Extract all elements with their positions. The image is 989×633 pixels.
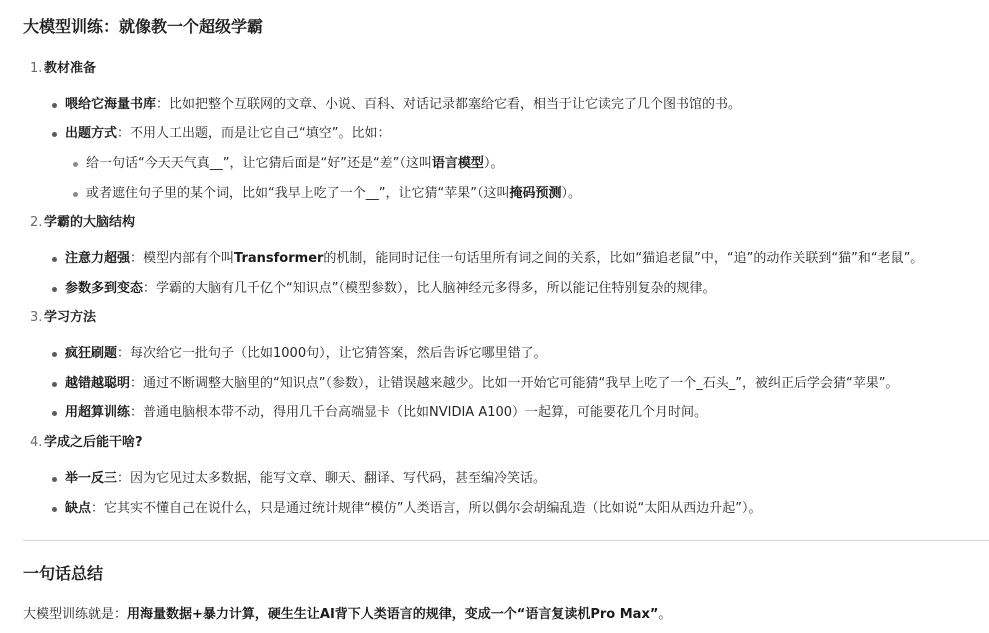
bullet-dot — [52, 352, 57, 357]
list-item — [65, 95, 741, 115]
item-text: ：普通电脑根本带不动，得用几千台高端显卡（比如NVIDIA A100）一起算，可能要花几个月时间。 — [130, 405, 708, 420]
bullet-dot — [52, 103, 57, 108]
sub-bullet-dot — [73, 192, 78, 197]
item-bold-term: 掩码预测 — [509, 186, 562, 201]
item-text: 给一句话“今天天气真__”，让它猜后面是“好”还是“差”（这叫 — [86, 156, 432, 171]
item-bold-label: 喂给它海量书库 — [65, 97, 157, 112]
section-heading: 学习方法 — [44, 310, 97, 325]
item-bold-label: 举一反三 — [65, 471, 118, 486]
summary-paragraph — [23, 605, 671, 625]
summary-bold-text: 用海量数据+暴力计算，硬生生让AI背下人类语言的规律，变成一个“语言复读机Pro Max” — [127, 607, 659, 622]
sub-bullet-dot — [73, 162, 78, 167]
page-title: 大模型训练：就像教一个超级学霸 — [23, 17, 264, 36]
section-heading: 学成之后能干啥? — [44, 435, 143, 450]
item-text: ：学霸的大脑有几千亿个“知识点”（模型参数），比人脑神经元多得多，所以能记住特别复杂的规律。 — [143, 281, 716, 296]
summary-suffix: 。 — [658, 607, 672, 622]
list-item — [65, 403, 707, 423]
bullet-dot — [52, 287, 57, 292]
list-item — [65, 374, 898, 394]
section-heading: 教材准备 — [44, 61, 97, 76]
bullet-dot — [52, 132, 57, 137]
sub-list-item — [86, 184, 581, 204]
section-number: 3. — [30, 310, 43, 325]
item-bold-label: 缺点 — [65, 501, 92, 516]
item-bold-term: Transformer — [234, 251, 324, 266]
section-number: 1. — [30, 61, 43, 76]
item-bold-label: 疯狂刷题 — [65, 346, 118, 361]
summary-prefix: 大模型训练就是： — [23, 607, 128, 622]
bullet-dot — [52, 257, 57, 262]
item-text: ）。 — [561, 186, 581, 201]
list-item — [65, 124, 391, 144]
bullet-dot — [52, 477, 57, 482]
list-item — [65, 344, 547, 364]
divider — [23, 540, 989, 541]
list-item — [65, 469, 546, 489]
item-text: ：模型内部有个叫 — [130, 251, 235, 266]
bullet-dot — [52, 411, 57, 416]
list-item — [65, 249, 923, 269]
sub-list-item — [86, 154, 503, 174]
item-text: ：通过不断调整大脑里的“知识点”（参数），让错误越来越少。比如一开始它可能猜“我早上吃了一个_石头_”，被纠正后学会猜“苹果”。 — [130, 376, 899, 391]
item-text: ：它其实不懂自己在说什么，只是通过统计规律“模仿”人类语言，所以偶尔会胡编乱造（比如说“太阳从西边升起”）。 — [91, 501, 762, 516]
item-bold-label: 用超算训练 — [65, 405, 131, 420]
section-number: 2. — [30, 215, 43, 230]
list-item — [65, 279, 716, 299]
item-text: ：因为它见过太多数据，能写文章、聊天、翻译、写代码，甚至编冷笑话。 — [117, 471, 547, 486]
section-number: 4. — [30, 435, 43, 450]
item-bold-label: 越错越聪明 — [65, 376, 131, 391]
item-bold-label: 出题方式 — [65, 126, 118, 141]
item-bold-label: 参数多到变态 — [65, 281, 144, 296]
section-heading: 学霸的大脑结构 — [44, 215, 136, 230]
bullet-dot — [52, 507, 57, 512]
item-text: 或者遮住句子里的某个词，比如“我早上吃了一个__”，让它猜“苹果”（这叫 — [86, 186, 510, 201]
item-bold-term: 语言模型 — [431, 156, 484, 171]
item-text: 的机制，能同时记住一句话里所有词之间的关系，比如“猫追老鼠”中，“追”的动作关联到“猫”和“老鼠”。 — [323, 251, 924, 266]
item-text: ：每次给它一批句子（比如1000句），让它猜答案，然后告诉它哪里错了。 — [117, 346, 547, 361]
summary-heading: 一句话总结 — [23, 564, 104, 583]
item-bold-label: 注意力超强 — [65, 251, 131, 266]
list-item — [65, 499, 761, 519]
item-text: ：不用人工出题，而是让它自己“填空”。比如： — [117, 126, 391, 141]
item-text: ）。 — [483, 156, 504, 171]
bullet-dot — [52, 382, 57, 387]
item-text: ：比如把整个互联网的文章、小说、百科、对话记录都塞给它看，相当于让它读完了几个图书馆的书。 — [156, 97, 742, 112]
